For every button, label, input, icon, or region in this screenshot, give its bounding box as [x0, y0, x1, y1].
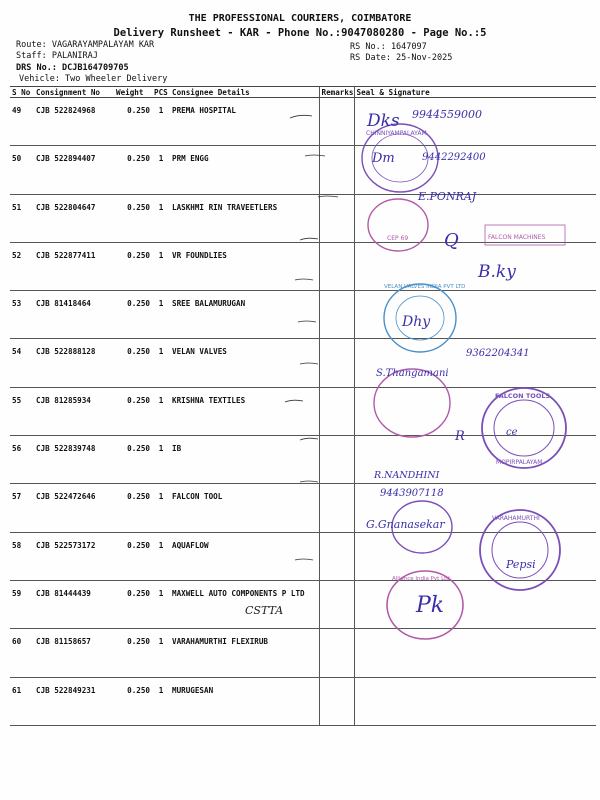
- route-label: Route: VAGARAYAMPALAYAM KAR: [16, 40, 155, 50]
- handwritten-phone: 9443907118: [380, 488, 444, 499]
- row-consignee: SREE BALAMURUGAN: [170, 291, 319, 339]
- row-remarks: [319, 146, 354, 194]
- rs-date: RS Date: 25-Nov-2025: [350, 53, 453, 63]
- row-weight: 0.250: [114, 484, 152, 532]
- table-row: [10, 146, 596, 194]
- stamp-text: MOPIRPALAYAM: [496, 459, 543, 466]
- row-pcs: 1: [152, 580, 170, 628]
- row-weight: 0.250: [114, 629, 152, 677]
- row-weight: 0.250: [114, 677, 152, 725]
- row-sno: 56: [10, 436, 34, 484]
- row-consignment: CJB 522888128: [34, 339, 114, 387]
- table-row: [10, 436, 596, 484]
- handwritten-remark: CSTTA: [245, 604, 284, 617]
- row-pcs: 1: [152, 291, 170, 339]
- row-sno: 51: [10, 194, 34, 242]
- row-sno: 54: [10, 339, 34, 387]
- stamp-text: FALCON TOOLS: [495, 392, 551, 400]
- row-remarks: [319, 194, 354, 242]
- row-remarks: [319, 339, 354, 387]
- row-pcs: 1: [152, 484, 170, 532]
- row-seal: [354, 339, 596, 387]
- row-consignment: CJB 522573172: [34, 532, 114, 580]
- runsheet-subtitle: Delivery Runsheet - KAR - Phone No.:9047080280 - Page No.:5: [113, 27, 487, 39]
- row-sno: 53: [10, 291, 34, 339]
- handwritten-name: R.NANDHINI: [374, 470, 440, 481]
- row-pcs: 1: [152, 436, 170, 484]
- row-consignment: CJB 81158657: [34, 629, 114, 677]
- signature: Dm: [372, 151, 395, 166]
- row-remarks: [319, 580, 354, 628]
- signature: Dhy: [402, 314, 431, 330]
- table-row: [10, 532, 596, 580]
- row-pcs: 1: [152, 677, 170, 725]
- row-consignee: VARAHAMURTHI FLEXIRUB: [170, 629, 319, 677]
- stamp-text: VELAN VALVES INDIA PVT LTD: [384, 284, 466, 290]
- signature: ce: [506, 427, 518, 438]
- row-seal: [354, 194, 596, 242]
- row-weight: 0.250: [114, 242, 152, 290]
- row-consignment: CJB 81444439: [34, 580, 114, 628]
- row-seal: [354, 580, 596, 628]
- row-remarks: [319, 242, 354, 290]
- table-row: [10, 98, 596, 146]
- col-pcs: PCS: [152, 87, 170, 98]
- row-consignee: LASKHMI RIN TRAVEETLERS: [170, 194, 319, 242]
- row-seal: [354, 98, 596, 146]
- table-row: [10, 484, 596, 532]
- row-sno: 52: [10, 242, 34, 290]
- row-consignee: AQUAFLOW: [170, 532, 319, 580]
- row-pcs: 1: [152, 387, 170, 435]
- row-sno: 60: [10, 629, 34, 677]
- row-seal: [354, 677, 596, 725]
- row-remarks: [319, 291, 354, 339]
- signature: Dks: [367, 111, 400, 131]
- row-sno: 57: [10, 484, 34, 532]
- row-remarks: [319, 677, 354, 725]
- drs-number: DRS No.: DCJB164709705: [16, 63, 129, 73]
- table-row: [10, 580, 596, 628]
- table-row: [10, 629, 596, 677]
- row-seal: [354, 242, 596, 290]
- row-weight: 0.250: [114, 194, 152, 242]
- row-weight: 0.250: [114, 146, 152, 194]
- row-pcs: 1: [152, 98, 170, 146]
- row-consignee: PRM ENGG: [170, 146, 319, 194]
- row-weight: 0.250: [114, 339, 152, 387]
- row-consignee: FALCON TOOL: [170, 484, 319, 532]
- row-pcs: 1: [152, 242, 170, 290]
- handwritten-phone: 9442292400: [422, 152, 486, 163]
- row-sno: 59: [10, 580, 34, 628]
- row-weight: 0.250: [114, 387, 152, 435]
- row-weight: 0.250: [114, 98, 152, 146]
- row-sno: 55: [10, 387, 34, 435]
- row-consignee: IB: [170, 436, 319, 484]
- row-remarks: [319, 629, 354, 677]
- row-weight: 0.250: [114, 436, 152, 484]
- row-remarks: [319, 436, 354, 484]
- handwritten-phone: 9362204341: [466, 348, 530, 359]
- handwritten-name: E.PONRAJ: [418, 190, 477, 203]
- row-pcs: 1: [152, 629, 170, 677]
- handwritten-name: S.Thangamani: [376, 368, 449, 379]
- row-consignee: VELAN VALVES: [170, 339, 319, 387]
- row-consignment: CJB 522849231: [34, 677, 114, 725]
- row-consignee: MAXWELL AUTO COMPONENTS P LTD: [170, 580, 319, 628]
- company-title: THE PROFESSIONAL COURIERS, COIMBATORE: [188, 13, 412, 24]
- table-header-row: [10, 87, 596, 98]
- handwritten-name: G.Gnanasekar: [366, 518, 445, 531]
- row-seal: [354, 629, 596, 677]
- stamp-text: FALCON MACHINES: [488, 234, 546, 241]
- col-consignment: Consignment No: [34, 87, 114, 98]
- row-pcs: 1: [152, 146, 170, 194]
- row-consignment: CJB 522472646: [34, 484, 114, 532]
- col-consignee: Consignee Details: [170, 87, 319, 98]
- signature: Q: [444, 230, 459, 251]
- runsheet-table: [10, 86, 596, 726]
- row-sno: 49: [10, 98, 34, 146]
- row-pcs: 1: [152, 532, 170, 580]
- row-consignee: MURUGESAN: [170, 677, 319, 725]
- vehicle-label: Vehicle: Two Wheeler Delivery: [19, 74, 168, 84]
- row-consignment: CJB 522839748: [34, 436, 114, 484]
- row-consignee: KRISHNA TEXTILES: [170, 387, 319, 435]
- stamp-text: VARAHAMURTHI: [492, 515, 540, 522]
- col-weight: Weight: [114, 87, 152, 98]
- handwritten-phone: 9944559000: [412, 108, 482, 121]
- row-consignment: CJB 522824968: [34, 98, 114, 146]
- table-row: [10, 242, 596, 290]
- staff-label: Staff: PALANIRAJ: [16, 51, 98, 61]
- barcode: [236, 42, 344, 64]
- row-consignment: CJB 81285934: [34, 387, 114, 435]
- row-sno: 61: [10, 677, 34, 725]
- row-consignee: PREMA HOSPITAL: [170, 98, 319, 146]
- signature: Pepsi: [506, 558, 536, 571]
- row-seal: [354, 484, 596, 532]
- stamp-text: CEP 69: [387, 235, 409, 242]
- row-sno: 58: [10, 532, 34, 580]
- row-seal: [354, 146, 596, 194]
- row-seal: [354, 532, 596, 580]
- table-row: [10, 291, 596, 339]
- row-weight: 0.250: [114, 532, 152, 580]
- col-seal: Seal & Signature: [354, 87, 596, 98]
- rs-number: RS No.: 1647097: [350, 42, 427, 52]
- stamp-text: Alliance India Pvt Ltd: [392, 576, 450, 582]
- table-row: [10, 194, 596, 242]
- row-seal: [354, 387, 596, 435]
- table-row: [10, 339, 596, 387]
- row-seal: [354, 436, 596, 484]
- row-sno: 50: [10, 146, 34, 194]
- row-consignment: CJB 522894407: [34, 146, 114, 194]
- row-weight: 0.250: [114, 291, 152, 339]
- signature: Pk: [416, 593, 445, 618]
- signature: R: [455, 429, 465, 444]
- row-pcs: 1: [152, 339, 170, 387]
- row-consignment: CJB 522877411: [34, 242, 114, 290]
- col-remarks: Remarks: [319, 87, 354, 98]
- row-pcs: 1: [152, 194, 170, 242]
- row-consignee: VR FOUNDLIES: [170, 242, 319, 290]
- row-remarks: [319, 98, 354, 146]
- row-remarks: [319, 532, 354, 580]
- row-consignment: CJB 81418464: [34, 291, 114, 339]
- table-row: [10, 387, 596, 435]
- row-weight: 0.250: [114, 580, 152, 628]
- signature: B.ky: [478, 262, 516, 282]
- col-sno: S No: [10, 87, 34, 98]
- stamp-text: CHINNIYAMPALAYAM: [366, 130, 427, 137]
- row-seal: [354, 291, 596, 339]
- row-remarks: [319, 484, 354, 532]
- row-consignment: CJB 522804647: [34, 194, 114, 242]
- row-remarks: [319, 387, 354, 435]
- table-row: [10, 677, 596, 725]
